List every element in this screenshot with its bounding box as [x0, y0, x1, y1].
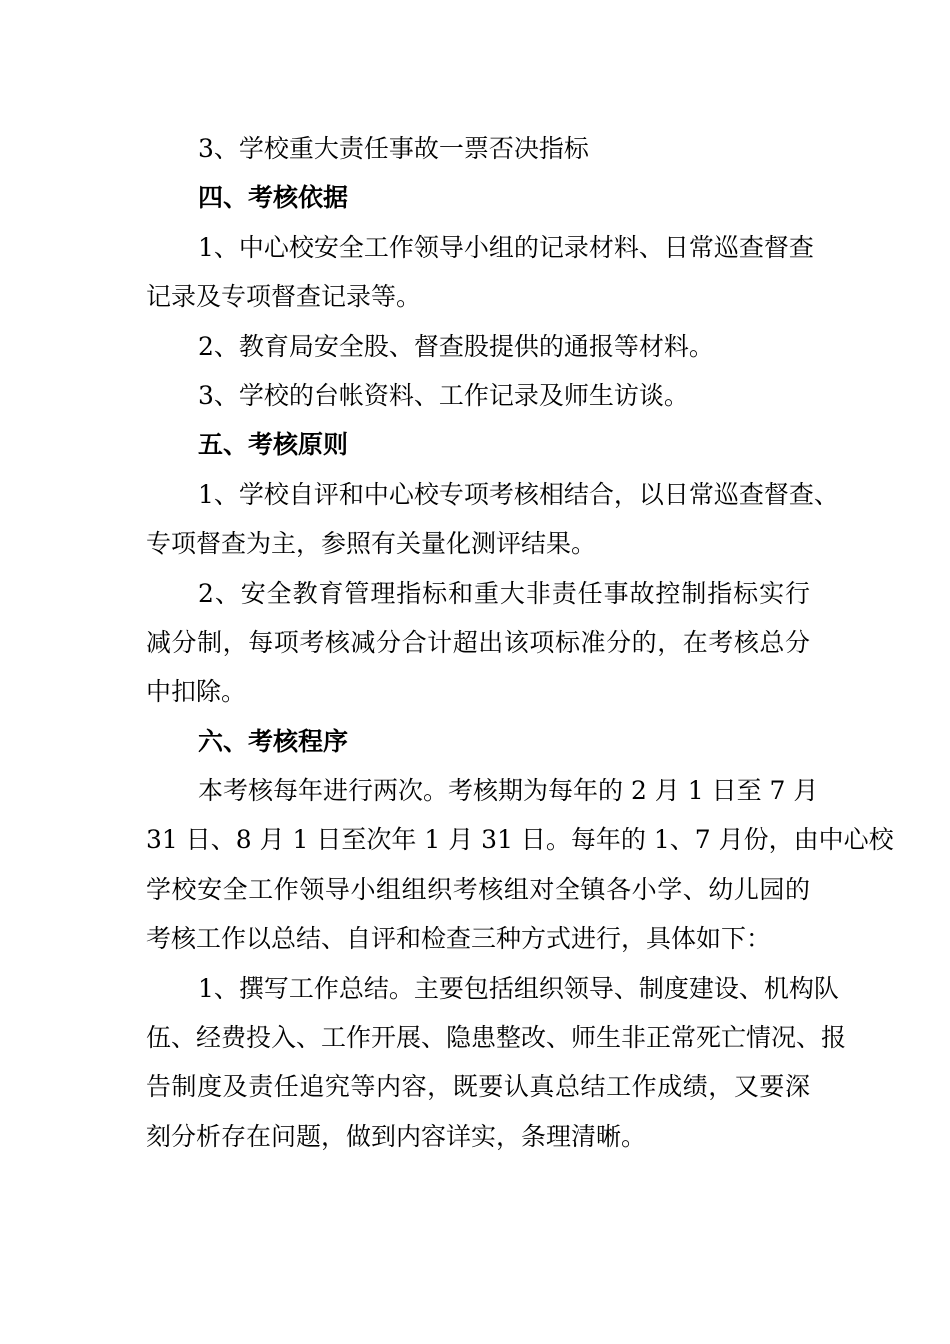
paragraph-line: 专项督查为主，参照有关量化测评结果。: [146, 529, 597, 559]
paragraph-line: 31 日、8 月 1 日至次年 1 月 31 日。每年的 1、7 月份，由中心校: [146, 825, 894, 855]
item-3-veto-indicator: 3、学校重大责任事故一票否决指标: [198, 134, 589, 163]
paragraph-line: 考核工作以总结、自评和检查三种方式进行，具体如下：: [146, 924, 772, 954]
paragraph-line: 3、学校的台帐资料、工作记录及师生访谈。: [198, 380, 689, 410]
paragraph-line: 告制度及责任追究等内容，既要认真总结工作成绩，又要深: [146, 1072, 810, 1102]
section-heading-procedure: 六、考核程序: [198, 726, 349, 756]
paragraph-line: 减分制，每项考核减分合计超出该项标准分的，在考核总分: [146, 627, 810, 657]
paragraph-line: 本考核每年进行两次。考核期为每年的 2 月 1 日至 7 月: [198, 776, 819, 806]
paragraph-line: 记录及专项督查记录等。: [146, 282, 422, 312]
paragraph-line: 1、学校自评和中心校专项考核相结合，以日常巡查督查、: [198, 479, 839, 509]
paragraph-line: 中扣除。: [146, 677, 247, 707]
paragraph-line: 2、安全教育管理指标和重大非责任事故控制指标实行: [198, 578, 810, 608]
document-page: [146, 124, 894, 1161]
section-heading-principles: 五、考核原则: [198, 430, 349, 460]
paragraph-line: 学校安全工作领导小组组织考核组对全镇各小学、幼儿园的: [146, 874, 810, 904]
paragraph-line: 1、中心校安全工作领导小组的记录材料、日常巡查督查: [198, 232, 814, 262]
paragraph-line: 2、教育局安全股、督查股提供的通报等材料。: [198, 331, 714, 361]
paragraph-line: 1、撰写工作总结。主要包括组织领导、制度建设、机构队: [198, 973, 839, 1003]
paragraph-line: 伍、经费投入、工作开展、隐患整改、师生非正常死亡情况、报: [146, 1023, 847, 1053]
section-heading-basis: 四、考核依据: [198, 183, 349, 213]
paragraph-line: 刻分析存在问题，做到内容详实，条理清晰。: [146, 1121, 647, 1151]
